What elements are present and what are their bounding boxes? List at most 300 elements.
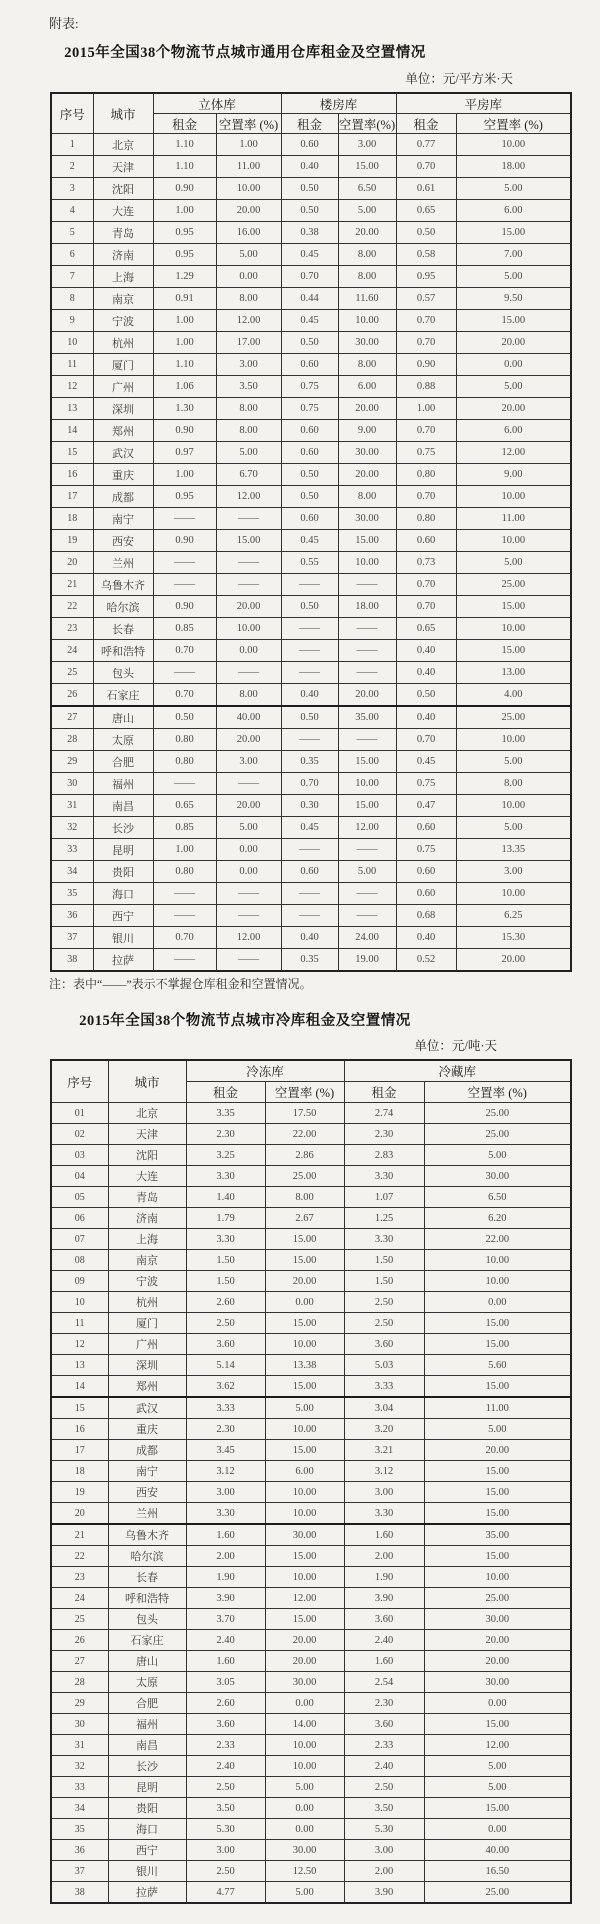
cell-value: 0.00 <box>424 1693 571 1714</box>
cell-value: 20.00 <box>424 1651 571 1672</box>
cell-value: 0.91 <box>153 288 216 310</box>
cell-value: 8.00 <box>456 773 571 795</box>
cell-value: 1.00 <box>396 398 456 420</box>
cell-value: —— <box>216 574 281 596</box>
cell-value: 5.00 <box>216 244 281 266</box>
cell-city: 贵阳 <box>108 1798 186 1819</box>
cell-value: 35.00 <box>424 1524 571 1546</box>
cell-city: 兰州 <box>93 552 153 574</box>
cell-value: 0.85 <box>153 618 216 640</box>
cell-value: 2.50 <box>186 1777 265 1798</box>
cell-value: 2.33 <box>186 1735 265 1756</box>
cell-value: 3.50 <box>216 376 281 398</box>
table-row <box>51 1124 571 1145</box>
cell-value: 10.00 <box>338 773 396 795</box>
table-row <box>51 817 571 839</box>
cell-value: 0.88 <box>396 376 456 398</box>
cell-city: 郑州 <box>93 420 153 442</box>
cell-value: 0.90 <box>153 420 216 442</box>
cell-serial: 28 <box>51 1672 108 1693</box>
cell-value: 15.00 <box>338 530 396 552</box>
cell-value: 0.65 <box>396 200 456 222</box>
cell-city: 成都 <box>93 486 153 508</box>
table-row <box>51 1546 571 1567</box>
cell-city: 深圳 <box>108 1355 186 1376</box>
table-row <box>51 1250 571 1271</box>
cell-serial: 05 <box>51 1187 108 1208</box>
cell-city: 长沙 <box>108 1756 186 1777</box>
cell-serial: 19 <box>51 530 93 552</box>
cell-city: 呼和浩特 <box>93 640 153 662</box>
cell-value: 0.70 <box>153 927 216 949</box>
cell-value: 15.00 <box>338 751 396 773</box>
cell-serial: 10 <box>51 1292 108 1313</box>
cell-city: 深圳 <box>93 398 153 420</box>
cell-serial: 6 <box>51 244 93 266</box>
cell-value: 0.75 <box>396 839 456 861</box>
cell-value: 3.30 <box>186 1229 265 1250</box>
cell-city: 哈尔滨 <box>108 1546 186 1567</box>
cell-value: —— <box>216 949 281 972</box>
cell-value: 3.30 <box>344 1166 424 1187</box>
table2-group-lengcang: 冷藏库 <box>344 1060 571 1082</box>
cell-value: 8.00 <box>216 288 281 310</box>
cell-serial: 16 <box>51 464 93 486</box>
cell-value: 5.30 <box>186 1819 265 1840</box>
table2-group-header-row <box>51 1060 571 1082</box>
cell-city: 包头 <box>108 1609 186 1630</box>
table-row <box>51 1440 571 1461</box>
cell-value: 15.00 <box>216 530 281 552</box>
cell-value: 0.75 <box>396 442 456 464</box>
cell-value: 16.00 <box>216 222 281 244</box>
cell-value: 2.33 <box>344 1735 424 1756</box>
cell-serial: 22 <box>51 1546 108 1567</box>
cell-value: 10.00 <box>265 1334 344 1355</box>
cell-city: 太原 <box>108 1672 186 1693</box>
cell-value: 15.00 <box>265 1546 344 1567</box>
table-row <box>51 398 571 420</box>
cell-serial: 30 <box>51 1714 108 1735</box>
cell-value: 0.45 <box>281 817 338 839</box>
table-row <box>51 640 571 662</box>
cold-storage-table <box>50 1059 572 1904</box>
cell-value: 0.60 <box>396 817 456 839</box>
cell-value: 2.00 <box>186 1546 265 1567</box>
cell-value: 5.00 <box>424 1419 571 1440</box>
cell-value: —— <box>338 839 396 861</box>
cell-value: 0.35 <box>281 949 338 972</box>
cell-value: 5.00 <box>424 1756 571 1777</box>
cell-city: 西安 <box>108 1482 186 1503</box>
cell-value: 0.00 <box>216 266 281 288</box>
cell-value: 9.00 <box>456 464 571 486</box>
cell-city: 青岛 <box>108 1187 186 1208</box>
cell-value: 3.60 <box>344 1334 424 1355</box>
table-row <box>51 530 571 552</box>
cell-city: 石家庄 <box>93 684 153 707</box>
cell-value: 0.80 <box>396 464 456 486</box>
cell-value: 0.95 <box>153 244 216 266</box>
cell-value: 3.25 <box>186 1145 265 1166</box>
cell-value: 15.00 <box>338 795 396 817</box>
table-row <box>51 1271 571 1292</box>
cell-value: 8.00 <box>216 684 281 707</box>
cell-serial: 16 <box>51 1419 108 1440</box>
cell-value: 3.00 <box>344 1840 424 1861</box>
cell-serial: 21 <box>51 574 93 596</box>
table-row <box>51 706 571 729</box>
table-row <box>51 354 571 376</box>
cell-value: —— <box>281 905 338 927</box>
cell-value: 15.00 <box>265 1440 344 1461</box>
cell-value: 15.00 <box>424 1334 571 1355</box>
cell-value: 0.70 <box>281 773 338 795</box>
cell-value: —— <box>338 574 396 596</box>
cell-serial: 30 <box>51 773 93 795</box>
table-row <box>51 596 571 618</box>
cell-value: 20.00 <box>456 332 571 354</box>
cell-value: 11.00 <box>456 508 571 530</box>
cell-serial: 08 <box>51 1250 108 1271</box>
cell-value: 5.00 <box>456 376 571 398</box>
cell-city: 合肥 <box>108 1693 186 1714</box>
cell-city: 上海 <box>108 1229 186 1250</box>
table-row <box>51 1419 571 1440</box>
cell-value: 2.60 <box>186 1292 265 1313</box>
cell-value: —— <box>153 905 216 927</box>
cell-value: 0.70 <box>396 310 456 332</box>
cell-value: 0.00 <box>265 1798 344 1819</box>
cell-serial: 35 <box>51 1819 108 1840</box>
table-row <box>51 751 571 773</box>
cell-value: 0.70 <box>153 684 216 707</box>
cell-value: 0.75 <box>396 773 456 795</box>
cell-value: 25.00 <box>424 1124 571 1145</box>
cell-city: 南京 <box>108 1250 186 1271</box>
cell-value: 1.00 <box>153 332 216 354</box>
cell-value: 15.00 <box>456 310 571 332</box>
cell-city: 银川 <box>108 1861 186 1882</box>
table2-lengcang-vacancy-header: 空置率 (%) <box>424 1082 571 1103</box>
cell-value: 5.00 <box>456 266 571 288</box>
cell-value: 10.00 <box>456 134 571 156</box>
cell-value: 25.00 <box>265 1166 344 1187</box>
cell-city: 西宁 <box>93 905 153 927</box>
cell-serial: 33 <box>51 839 93 861</box>
cell-serial: 27 <box>51 706 93 729</box>
cell-city: 拉萨 <box>93 949 153 972</box>
cell-value: 8.00 <box>216 398 281 420</box>
table-row <box>51 1588 571 1609</box>
cell-value: 15.00 <box>424 1376 571 1398</box>
cell-value: 15.00 <box>424 1714 571 1735</box>
table-row <box>51 1461 571 1482</box>
cell-value: 0.80 <box>153 861 216 883</box>
cell-value: 9.50 <box>456 288 571 310</box>
table-row <box>51 574 571 596</box>
cell-value: 3.20 <box>344 1419 424 1440</box>
cell-city: 青岛 <box>93 222 153 244</box>
table-row <box>51 266 571 288</box>
cell-value: 0.60 <box>281 861 338 883</box>
table-row <box>51 1397 571 1419</box>
cell-value: 3.33 <box>344 1376 424 1398</box>
cell-value: 12.00 <box>456 442 571 464</box>
table-row <box>51 420 571 442</box>
cell-city: 南昌 <box>93 795 153 817</box>
cell-serial: 29 <box>51 1693 108 1714</box>
cell-value: —— <box>338 662 396 684</box>
cell-value: 10.00 <box>338 552 396 574</box>
cell-value: 0.65 <box>153 795 216 817</box>
cell-value: 0.00 <box>265 1693 344 1714</box>
cell-value: 20.00 <box>216 200 281 222</box>
cell-city: 昆明 <box>93 839 153 861</box>
cell-serial: 31 <box>51 1735 108 1756</box>
cell-city: 海口 <box>93 883 153 905</box>
table-row <box>51 949 571 972</box>
cell-value: 30.00 <box>338 508 396 530</box>
cell-value: —— <box>153 574 216 596</box>
cell-serial: 13 <box>51 398 93 420</box>
cell-value: 15.00 <box>265 1609 344 1630</box>
cell-value: 3.50 <box>186 1798 265 1819</box>
table-row <box>51 1334 571 1355</box>
cell-serial: 38 <box>51 949 93 972</box>
cell-value: 0.50 <box>281 464 338 486</box>
cell-city: 西安 <box>93 530 153 552</box>
table-row <box>51 1609 571 1630</box>
cell-value: 30.00 <box>265 1840 344 1861</box>
cell-value: 5.00 <box>265 1882 344 1904</box>
cell-value: 0.80 <box>153 729 216 751</box>
cell-city: 长春 <box>93 618 153 640</box>
table-row <box>51 839 571 861</box>
cell-value: 1.50 <box>186 1250 265 1271</box>
cell-city: 西宁 <box>108 1840 186 1861</box>
cell-serial: 32 <box>51 1756 108 1777</box>
cell-value: 0.70 <box>281 266 338 288</box>
cell-value: 10.00 <box>456 883 571 905</box>
cell-value: 0.60 <box>396 883 456 905</box>
cell-value: —— <box>216 552 281 574</box>
cell-value: 8.00 <box>265 1187 344 1208</box>
cell-value: 6.00 <box>338 376 396 398</box>
cell-value: 20.00 <box>216 729 281 751</box>
cell-serial: 14 <box>51 1376 108 1398</box>
cell-serial: 5 <box>51 222 93 244</box>
cell-value: —— <box>281 640 338 662</box>
cell-city: 大连 <box>93 200 153 222</box>
cell-value: 2.30 <box>186 1124 265 1145</box>
cell-value: 0.50 <box>281 200 338 222</box>
cell-value: —— <box>281 883 338 905</box>
cell-value: 12.00 <box>216 486 281 508</box>
cell-value: 2.40 <box>344 1630 424 1651</box>
cell-value: 6.50 <box>338 178 396 200</box>
cell-serial: 12 <box>51 376 93 398</box>
cell-city: 厦门 <box>108 1313 186 1334</box>
cell-serial: 13 <box>51 1355 108 1376</box>
cell-value: 0.90 <box>153 178 216 200</box>
cell-value: 0.70 <box>396 332 456 354</box>
cell-city: 拉萨 <box>108 1882 186 1904</box>
cell-value: 3.05 <box>186 1672 265 1693</box>
table-row <box>51 464 571 486</box>
cell-value: 10.00 <box>456 486 571 508</box>
cell-value: 1.90 <box>186 1567 265 1588</box>
cell-value: 5.30 <box>344 1819 424 1840</box>
table-row <box>51 134 571 156</box>
table-row <box>51 1166 571 1187</box>
cell-value: 17.00 <box>216 332 281 354</box>
cell-city: 南京 <box>93 288 153 310</box>
table-row <box>51 1672 571 1693</box>
cell-value: 20.00 <box>265 1271 344 1292</box>
cell-city: 南昌 <box>108 1735 186 1756</box>
cell-value: 2.40 <box>186 1630 265 1651</box>
cell-serial: 19 <box>51 1482 108 1503</box>
cell-value: —— <box>338 883 396 905</box>
cell-value: 12.00 <box>216 310 281 332</box>
cell-value: —— <box>153 662 216 684</box>
table-row <box>51 684 571 707</box>
cell-value: 1.29 <box>153 266 216 288</box>
cell-value: 0.35 <box>281 751 338 773</box>
cell-value: 3.60 <box>186 1714 265 1735</box>
cell-value: 0.50 <box>396 222 456 244</box>
cell-serial: 21 <box>51 1524 108 1546</box>
cell-value: 0.45 <box>281 244 338 266</box>
table1-group-header-row <box>51 93 571 114</box>
cell-serial: 22 <box>51 596 93 618</box>
cell-value: 15.00 <box>424 1798 571 1819</box>
cell-value: 5.60 <box>424 1355 571 1376</box>
appendix-label: 附表: <box>49 16 79 31</box>
cell-value: 3.00 <box>186 1840 265 1861</box>
cell-value: 13.38 <box>265 1355 344 1376</box>
cell-value: 10.00 <box>456 729 571 751</box>
table-row <box>51 332 571 354</box>
cell-value: 10.00 <box>265 1735 344 1756</box>
cell-value: 0.45 <box>281 310 338 332</box>
cell-value: 2.50 <box>344 1313 424 1334</box>
cell-value: 5.00 <box>456 817 571 839</box>
cell-serial: 35 <box>51 883 93 905</box>
general-warehouse-table <box>50 92 572 972</box>
cell-value: 30.00 <box>424 1166 571 1187</box>
cell-city: 天津 <box>108 1124 186 1145</box>
cell-value: 10.00 <box>456 618 571 640</box>
cell-city: 北京 <box>93 134 153 156</box>
cell-value: 1.30 <box>153 398 216 420</box>
cell-city: 广州 <box>108 1334 186 1355</box>
cell-value: 25.00 <box>424 1882 571 1904</box>
table-row <box>51 1819 571 1840</box>
cell-value: 15.00 <box>424 1461 571 1482</box>
cell-serial: 29 <box>51 751 93 773</box>
cell-serial: 4 <box>51 200 93 222</box>
cell-value: 12.00 <box>338 817 396 839</box>
cell-value: 15.00 <box>424 1546 571 1567</box>
cell-value: 2.86 <box>265 1145 344 1166</box>
cell-value: 3.90 <box>344 1882 424 1904</box>
table1-footnote: 注：表中“——”表示不掌握仓库租金和空置情况。 <box>49 977 312 991</box>
cell-value: —— <box>338 618 396 640</box>
cell-value: 0.40 <box>281 927 338 949</box>
cell-serial: 17 <box>51 1440 108 1461</box>
cell-value: 0.95 <box>396 266 456 288</box>
table2-lengdong-rent-header: 租金 <box>186 1082 265 1103</box>
cell-value: 2.40 <box>186 1756 265 1777</box>
cell-value: 1.07 <box>344 1187 424 1208</box>
table-row <box>51 905 571 927</box>
cell-value: 10.00 <box>456 795 571 817</box>
cell-value: 0.65 <box>396 618 456 640</box>
cell-serial: 15 <box>51 1397 108 1419</box>
table-row <box>51 376 571 398</box>
cell-value: 2.83 <box>344 1145 424 1166</box>
cell-value: 10.00 <box>265 1756 344 1777</box>
cell-value: 3.30 <box>186 1166 265 1187</box>
cell-city: 南宁 <box>93 508 153 530</box>
table-row <box>51 1187 571 1208</box>
cell-value: 2.50 <box>344 1777 424 1798</box>
cell-value: 20.00 <box>424 1440 571 1461</box>
cell-serial: 27 <box>51 1651 108 1672</box>
cell-value: 2.67 <box>265 1208 344 1229</box>
cell-serial: 04 <box>51 1166 108 1187</box>
cell-value: 5.00 <box>338 200 396 222</box>
cell-city: 石家庄 <box>108 1630 186 1651</box>
cell-serial: 11 <box>51 354 93 376</box>
cell-value: 3.00 <box>186 1482 265 1503</box>
cell-value: 0.44 <box>281 288 338 310</box>
table-row <box>51 1861 571 1882</box>
table-row <box>51 1777 571 1798</box>
cell-value: 0.70 <box>153 640 216 662</box>
cell-city: 长沙 <box>93 817 153 839</box>
table-row <box>51 1292 571 1313</box>
cell-value: 1.10 <box>153 134 216 156</box>
table1-group-pingfang: 平房库 <box>396 93 571 114</box>
cell-value: 0.70 <box>396 486 456 508</box>
table1-group-liti: 立体库 <box>153 93 281 114</box>
cell-city: 银川 <box>93 927 153 949</box>
cell-value: 20.00 <box>338 684 396 707</box>
cell-value: 0.77 <box>396 134 456 156</box>
cell-value: 6.20 <box>424 1208 571 1229</box>
cell-value: 0.52 <box>396 949 456 972</box>
cell-value: 0.45 <box>396 751 456 773</box>
table-row <box>51 883 571 905</box>
cell-value: 3.33 <box>186 1397 265 1419</box>
cell-value: 0.60 <box>396 861 456 883</box>
cell-value: 17.50 <box>265 1103 344 1124</box>
cell-value: 1.00 <box>153 839 216 861</box>
cell-serial: 36 <box>51 905 93 927</box>
table-row <box>51 1145 571 1166</box>
cell-value: —— <box>216 508 281 530</box>
cell-serial: 34 <box>51 1798 108 1819</box>
cell-city: 宁波 <box>108 1271 186 1292</box>
cell-value: 10.00 <box>265 1503 344 1525</box>
table-row <box>51 1735 571 1756</box>
cell-value: 0.95 <box>153 486 216 508</box>
cell-value: 11.00 <box>424 1397 571 1419</box>
table-row <box>51 927 571 949</box>
